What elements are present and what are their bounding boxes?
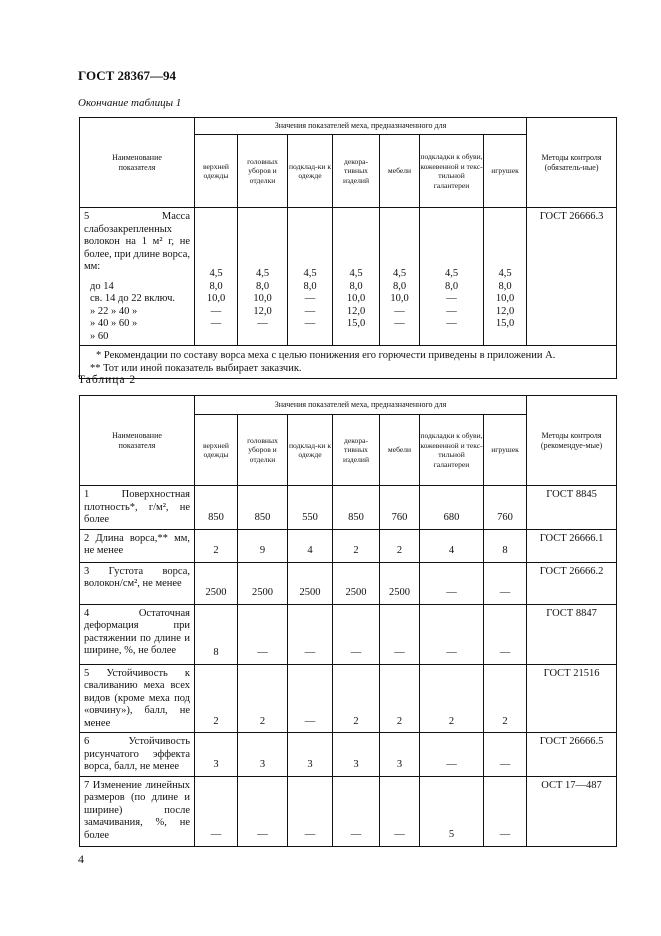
value-cell: 10,0 xyxy=(206,293,226,304)
value-cell: 10,0 xyxy=(346,293,366,304)
table2-subcol: игрушек xyxy=(484,415,527,486)
table-row xyxy=(80,529,617,562)
value-cell: 4,5 xyxy=(209,268,223,279)
value-cell: 2 xyxy=(420,664,484,733)
method-cell: ГОСТ 26666.3 xyxy=(527,208,617,346)
value-cell: 2500 xyxy=(195,562,238,604)
value-cell: 850 xyxy=(195,486,238,530)
table1-footnotes xyxy=(80,346,617,379)
value-cell: 8,0 xyxy=(498,280,512,292)
value-cell: 3 xyxy=(380,733,420,777)
value-cell: 2 xyxy=(195,664,238,733)
table2-col-method-header: Методы контроля (рекомендуе-мые) xyxy=(527,396,617,486)
value-cell: 2 xyxy=(380,664,420,733)
value-cell: — xyxy=(288,664,333,733)
value-cell: — xyxy=(257,318,268,329)
value-cell: 760 xyxy=(484,486,527,530)
value-cell: — xyxy=(304,293,316,304)
table-row xyxy=(80,486,617,530)
value-cell: 10,0 xyxy=(253,293,272,304)
table1 xyxy=(79,117,617,379)
value-cell: 850 xyxy=(238,486,288,530)
footnote: ** Тот или иной показатель выбирает заказчик. xyxy=(90,363,302,374)
table-row xyxy=(80,664,617,733)
value-cell: 2 xyxy=(484,664,527,733)
table-row xyxy=(80,562,617,604)
value-cell: 4,5 xyxy=(349,268,363,279)
value-cell: 2 xyxy=(195,529,238,562)
value-cell: 8,0 xyxy=(255,280,270,292)
table2-subcol: мебели xyxy=(380,415,420,486)
value-cell: — xyxy=(484,562,527,604)
table-row xyxy=(80,776,617,846)
value-cell: — xyxy=(380,776,420,846)
value-cell: 9 xyxy=(238,529,288,562)
value-cell: 10,0 xyxy=(390,293,409,304)
value-cell: 2500 xyxy=(238,562,288,604)
table1-subcol: декора-тивных изделий xyxy=(333,135,380,208)
method-cell: ГОСТ 26666.5 xyxy=(527,733,617,777)
value-cell: 4 xyxy=(288,529,333,562)
table1-subcol: подклад-ки к одежде xyxy=(288,135,333,208)
table-row xyxy=(80,733,617,777)
method-cell: ГОСТ 8845 xyxy=(527,486,617,530)
value-cell: 4,5 xyxy=(444,268,459,279)
page-number: 4 xyxy=(78,852,84,866)
value-cell: — xyxy=(238,604,288,664)
table1-row-title: 5 Масса слабозакрепленных волокон на 1 м² г, не более, при длине ворса, мм: xyxy=(84,211,190,272)
value-cell: 12,0 xyxy=(346,305,366,317)
sub-row-label: » 60 xyxy=(90,330,109,342)
row-name-cell: 7 Изменение линейных размеров (по длине и ширине) после замачивания, %, не более xyxy=(80,776,195,846)
value-cell: — xyxy=(484,733,527,777)
value-cell: — xyxy=(288,604,333,664)
value-cell: — xyxy=(380,604,420,664)
sub-row-label: до 14 xyxy=(90,280,114,292)
table1-col-method-header: Методы контроля (обязатель-ные) xyxy=(527,118,617,208)
document-code: ГОСТ 28367—94 xyxy=(78,68,177,83)
value-cell: 3 xyxy=(238,733,288,777)
value-cell: 850 xyxy=(333,486,380,530)
value-cell: — xyxy=(210,305,222,317)
value-cell: 2500 xyxy=(380,562,420,604)
value-cell: — xyxy=(420,733,484,777)
value-cell: 15,0 xyxy=(346,318,366,329)
method-cell: ГОСТ 21516 xyxy=(527,664,617,733)
table2-body xyxy=(80,486,617,847)
table2 xyxy=(79,395,617,847)
table1-subcol: подкладки к обуви, кожевенной и текс-тильной галантереи xyxy=(420,135,484,208)
row-name-cell: 2 Длина ворса,** мм, не менее xyxy=(80,529,195,562)
value-cell: — xyxy=(304,305,316,317)
value-cell: — xyxy=(484,604,527,664)
value-cell: 2 xyxy=(333,529,380,562)
table1-subcol: головных уборов и отделки xyxy=(238,135,288,208)
table2-caption: Таблица 2 xyxy=(78,374,137,386)
table2-subcol: головных уборов и отделки xyxy=(238,415,288,486)
table2-subcol: подкладки к обуви, кожевенной и текс-тильной галантереи xyxy=(420,415,484,486)
value-cell: — xyxy=(238,776,288,846)
value-cell: 4,5 xyxy=(255,268,270,279)
value-cell: 12,0 xyxy=(253,305,272,317)
value-cell: 8 xyxy=(484,529,527,562)
value-cell: 8,0 xyxy=(303,280,317,292)
row-name-cell: 6 Устойчивость рисунчатого эффекта ворса, балл, не менее xyxy=(80,733,195,777)
table2-col-name-header: Наименование показателя xyxy=(80,396,195,486)
value-cell: 4,5 xyxy=(303,268,317,279)
value-cell: 2500 xyxy=(288,562,333,604)
value-cell: — xyxy=(446,293,457,304)
row-name-cell: 1 Поверхностная плотность*, г/м², не более xyxy=(80,486,195,530)
value-cell: — xyxy=(446,305,457,317)
value-cell: 12,0 xyxy=(495,305,515,317)
value-cell: 550 xyxy=(288,486,333,530)
value-cell: — xyxy=(420,604,484,664)
method-cell: ОСТ 17—487 xyxy=(527,776,617,846)
row-name-cell: 5 Устойчивость к сваливанию меха всех видов (кроме меха под «овчину»), балл, не менее xyxy=(80,664,195,733)
value-cell: 5 xyxy=(420,776,484,846)
value-cell: — xyxy=(394,305,405,317)
table1-group-header: Значения показателей меха, предназначенного для xyxy=(195,118,527,135)
table1-col-name-header: Наименование показателя xyxy=(80,118,195,208)
sub-row-label: » 40 » 60 » xyxy=(90,318,138,329)
value-cell: 3 xyxy=(333,733,380,777)
table2-subcol: верхней одежды xyxy=(195,415,238,486)
table1-subcol: мебели xyxy=(380,135,420,208)
value-cell: — xyxy=(195,776,238,846)
table2-group-header: Значения показателей меха, предназначенного для xyxy=(195,396,527,415)
sub-row-label: св. 14 до 22 включ. xyxy=(90,293,175,304)
value-cell: 4,5 xyxy=(392,268,407,279)
value-cell: — xyxy=(484,776,527,846)
value-cell: — xyxy=(333,776,380,846)
value-cell: — xyxy=(288,776,333,846)
footnote: * Рекомендации по составу ворса меха с целью понижения его горючести приведены в приложении А. xyxy=(96,350,556,361)
value-cell: 2 xyxy=(380,529,420,562)
value-cell: 2500 xyxy=(333,562,380,604)
value-cell: 3 xyxy=(288,733,333,777)
value-cell: — xyxy=(304,318,316,329)
value-cell: 10,0 xyxy=(495,293,515,304)
value-cell: 4 xyxy=(420,529,484,562)
value-cell: — xyxy=(394,318,405,329)
value-cell: 8,0 xyxy=(444,280,459,292)
value-cell: 680 xyxy=(420,486,484,530)
value-cell: 3 xyxy=(195,733,238,777)
value-cell: 15,0 xyxy=(495,318,515,329)
value-cell: 760 xyxy=(380,486,420,530)
table1-continuation-caption: Окончание таблицы 1 xyxy=(78,97,182,109)
sub-row-label: » 22 » 40 » xyxy=(90,305,138,317)
row-name-cell: 4 Остаточная деформация при растяжении по длине и ширине, %, не более xyxy=(80,604,195,664)
value-cell: — xyxy=(333,604,380,664)
table-row xyxy=(80,604,617,664)
value-cell: — xyxy=(420,562,484,604)
value-cell: 2 xyxy=(238,664,288,733)
table1-row-name xyxy=(80,208,195,346)
method-cell: ГОСТ 26666.1 xyxy=(527,529,617,562)
value-cell: — xyxy=(446,318,457,329)
value-cell: 8,0 xyxy=(392,280,407,292)
value-cell: — xyxy=(210,318,222,329)
value-cell: 4,5 xyxy=(498,268,512,279)
method-cell: ГОСТ 8847 xyxy=(527,604,617,664)
method-cell: ГОСТ 26666.2 xyxy=(527,562,617,604)
value-cell: 8,0 xyxy=(349,280,363,292)
value-cell: 8,0 xyxy=(209,280,223,292)
table2-subcol: подклад-ки к одежде xyxy=(288,415,333,486)
value-cell: 2 xyxy=(333,664,380,733)
table1-subcol: верхней одежды xyxy=(195,135,238,208)
row-name-cell: 3 Густота ворса, волокон/см², не менее xyxy=(80,562,195,604)
value-cell: 8 xyxy=(195,604,238,664)
table2-subcol: декора-тивных изделий xyxy=(333,415,380,486)
table1-subcol: игрушек xyxy=(484,135,527,208)
